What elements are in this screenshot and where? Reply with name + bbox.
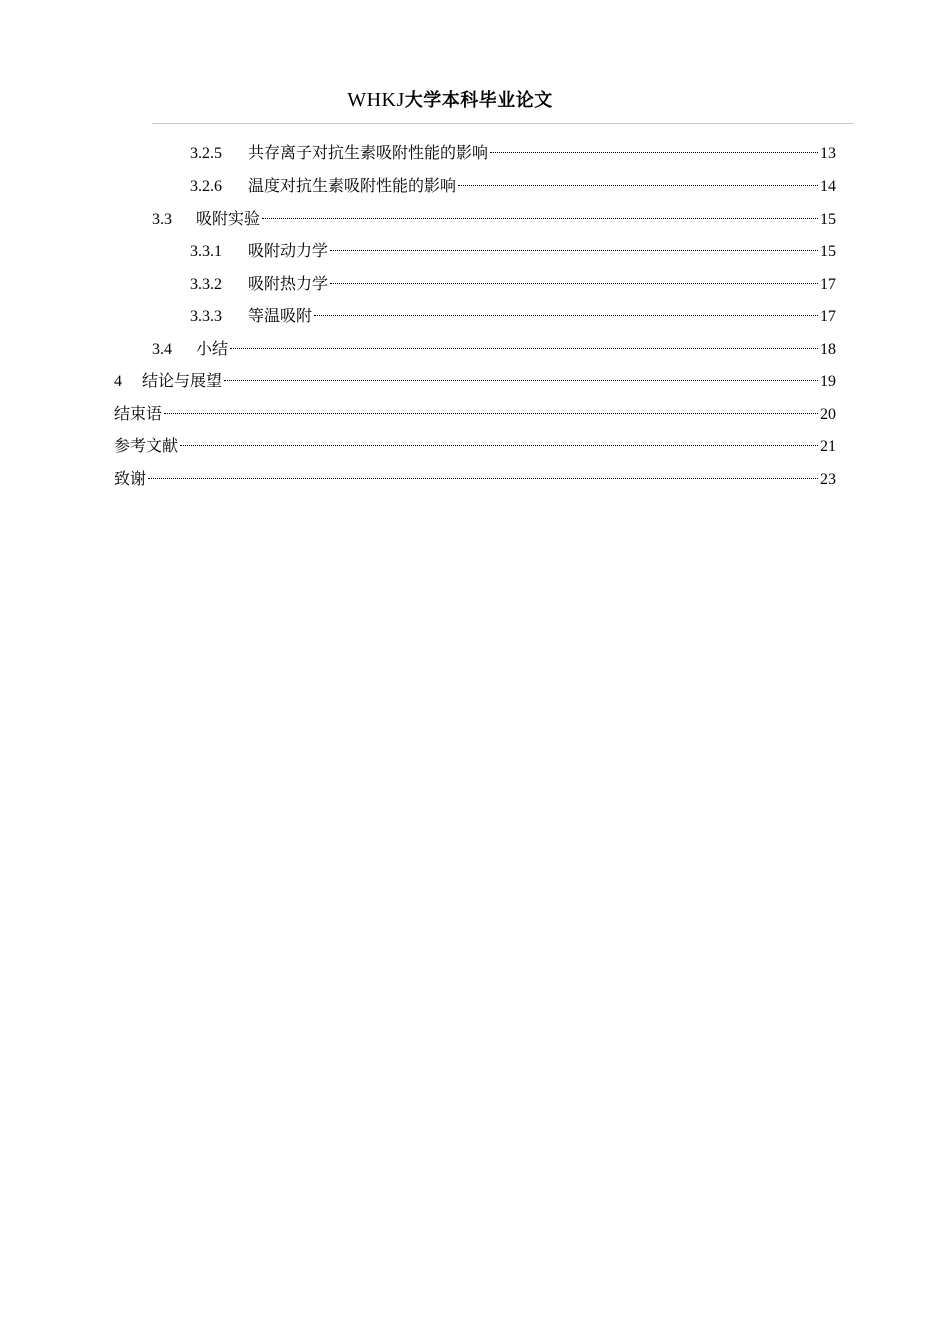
toc-entry-number: 4 xyxy=(114,373,122,390)
toc-dot-leader xyxy=(490,134,818,158)
toc-entry-title: 吸附实验 xyxy=(196,209,261,228)
toc-entry-page: 18 xyxy=(820,341,836,358)
header-divider xyxy=(152,123,854,124)
toc-entry-3-2-5[interactable] xyxy=(190,134,836,162)
toc-dot-leader xyxy=(164,395,818,419)
header-school-code: WHKJ xyxy=(347,89,405,111)
toc-dot-leader xyxy=(148,460,818,484)
toc-entry-number: 3.3.1 xyxy=(190,243,222,260)
toc-entry-page: 19 xyxy=(820,373,836,390)
toc-entry-title: 致谢 xyxy=(114,469,147,488)
toc-dot-leader xyxy=(330,265,818,289)
toc-entry-number: 3.2.6 xyxy=(190,178,222,195)
toc-dot-leader xyxy=(262,200,818,224)
toc-entry-number: 3.3.3 xyxy=(190,308,222,325)
toc-dot-leader xyxy=(224,362,818,386)
toc-entry-3-3-2[interactable] xyxy=(190,265,836,293)
toc-entry-title: 参考文献 xyxy=(114,436,179,455)
toc-entry-3-3[interactable] xyxy=(152,200,836,228)
toc-entry-3-3-1[interactable] xyxy=(190,232,836,260)
toc-entry-title: 等温吸附 xyxy=(248,306,313,325)
toc-entry-page: 17 xyxy=(820,308,836,325)
toc-entry-3-4[interactable] xyxy=(152,330,836,358)
toc-entry-3-2-6[interactable] xyxy=(190,167,836,195)
toc-dot-leader xyxy=(180,427,818,451)
toc-entry-number: 3.2.5 xyxy=(190,145,222,162)
toc-entry-page: 15 xyxy=(820,243,836,260)
toc-entry-acknowledgements[interactable] xyxy=(114,460,836,488)
toc-entry-title: 共存离子对抗生素吸附性能的影响 xyxy=(248,143,489,162)
toc-entry-3-3-3[interactable] xyxy=(190,297,836,325)
toc-entry-title: 温度对抗生素吸附性能的影响 xyxy=(248,176,457,195)
toc-entry-number: 3.4 xyxy=(152,341,172,358)
page-header xyxy=(0,86,900,112)
toc-entry-page: 23 xyxy=(820,471,836,488)
toc-entry-title: 吸附热力学 xyxy=(248,274,329,293)
toc-entry-number: 3.3.2 xyxy=(190,276,222,293)
toc-entry-page: 20 xyxy=(820,406,836,423)
toc-entry-4[interactable] xyxy=(114,362,836,390)
toc-entry-number: 3.3 xyxy=(152,211,172,228)
toc-entry-title: 吸附动力学 xyxy=(248,241,329,260)
toc-dot-leader xyxy=(314,297,818,321)
toc-dot-leader xyxy=(458,167,818,191)
toc-entry-title: 结束语 xyxy=(114,404,163,423)
toc-entry-page: 21 xyxy=(820,438,836,455)
toc-dot-leader xyxy=(230,330,818,354)
toc-entry-conclusion[interactable] xyxy=(114,395,836,423)
header-title: 大学本科毕业论文 xyxy=(404,90,553,111)
toc-entry-title: 结论与展望 xyxy=(142,371,223,390)
toc-dot-leader xyxy=(330,232,818,256)
toc-entry-references[interactable] xyxy=(114,427,836,455)
toc-entry-page: 17 xyxy=(820,276,836,293)
toc-entry-page: 13 xyxy=(820,145,836,162)
toc-entry-page: 14 xyxy=(820,178,836,195)
toc-entry-page: 15 xyxy=(820,211,836,228)
toc-entry-title: 小结 xyxy=(196,339,229,358)
